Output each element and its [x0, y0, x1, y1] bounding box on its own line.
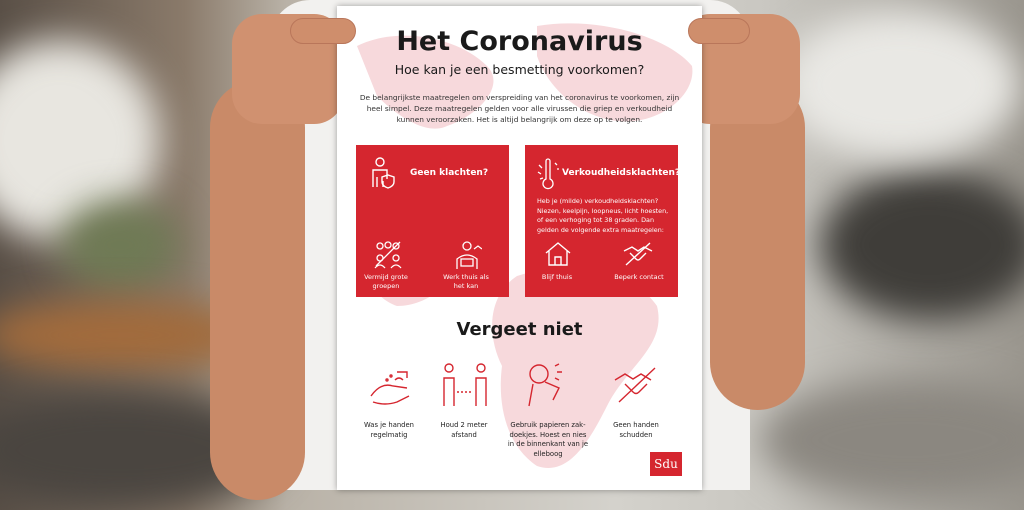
house-icon [543, 241, 573, 267]
poster-intro: De belangrijkste maatregelen om verspreiding van het coronavirus te voorkomen, zijn heel simpel. Deze maatregelen gelden voor alle virussen die griep en verkoudheid kunnen veroorzaken. Het is altijd belangrijk om deze op te volgen. [359, 93, 680, 124]
sneeze-elbow-icon [525, 360, 569, 410]
background-plant [60, 200, 180, 290]
card-cold-symptoms-item-1: Blijf thuis [541, 273, 573, 281]
tip-no-handshake: Geen handen schudden [613, 421, 659, 439]
card-no-symptoms-item-1: Vermijd grote groepen [364, 273, 408, 290]
distance-icon [441, 362, 489, 408]
thermometer-icon [535, 157, 561, 191]
tip-distance: Houd 2 meter afstand [440, 421, 488, 439]
left-arm [210, 80, 305, 500]
no-handshake-tip-icon [613, 366, 661, 404]
card-cold-symptoms [525, 145, 681, 297]
card-no-symptoms [356, 145, 509, 297]
work-from-home-icon [452, 239, 482, 271]
avoid-groups-icon [372, 240, 404, 270]
person-shield-icon [370, 157, 398, 191]
poster-subtitle: Hoe kan je een besmetting voorkomen? [394, 62, 645, 77]
left-thumb [290, 18, 356, 44]
wash-hands-icon [367, 366, 413, 408]
no-handshake-icon [622, 241, 654, 267]
right-thumb [688, 18, 750, 44]
card-no-symptoms-item-2: Werk thuis als het kan [443, 273, 489, 290]
card-no-symptoms-title: Geen klachten? [410, 168, 489, 178]
background-floor-right [760, 380, 1024, 500]
card-cold-symptoms-item-2: Beperk contact [614, 273, 664, 281]
section-title: Vergeet niet [456, 319, 583, 340]
tip-wash-hands: Was je handen regelmatig [364, 421, 414, 439]
card-cold-symptoms-text: Heb je (milde) verkoudheidsklachten? Niezen, keelpijn, loopneus, licht hoesten, of een verhoging tot 38 graden. Dan gelden de volgende extra maatregelen: [537, 197, 669, 234]
background-window-right [780, 10, 1020, 160]
sdu-logo: Sdu [650, 452, 682, 476]
background-shelf-right [820, 170, 1024, 320]
poster [337, 6, 702, 490]
poster-title: Het Coronavirus [396, 26, 643, 57]
right-arm [710, 80, 805, 410]
card-cold-symptoms-title: Verkoudheidsklachten? [562, 168, 681, 178]
tip-tissues: Gebruik papieren zak-doekjes. Hoest en nies in de binnenkant van je elleboog [507, 421, 589, 458]
